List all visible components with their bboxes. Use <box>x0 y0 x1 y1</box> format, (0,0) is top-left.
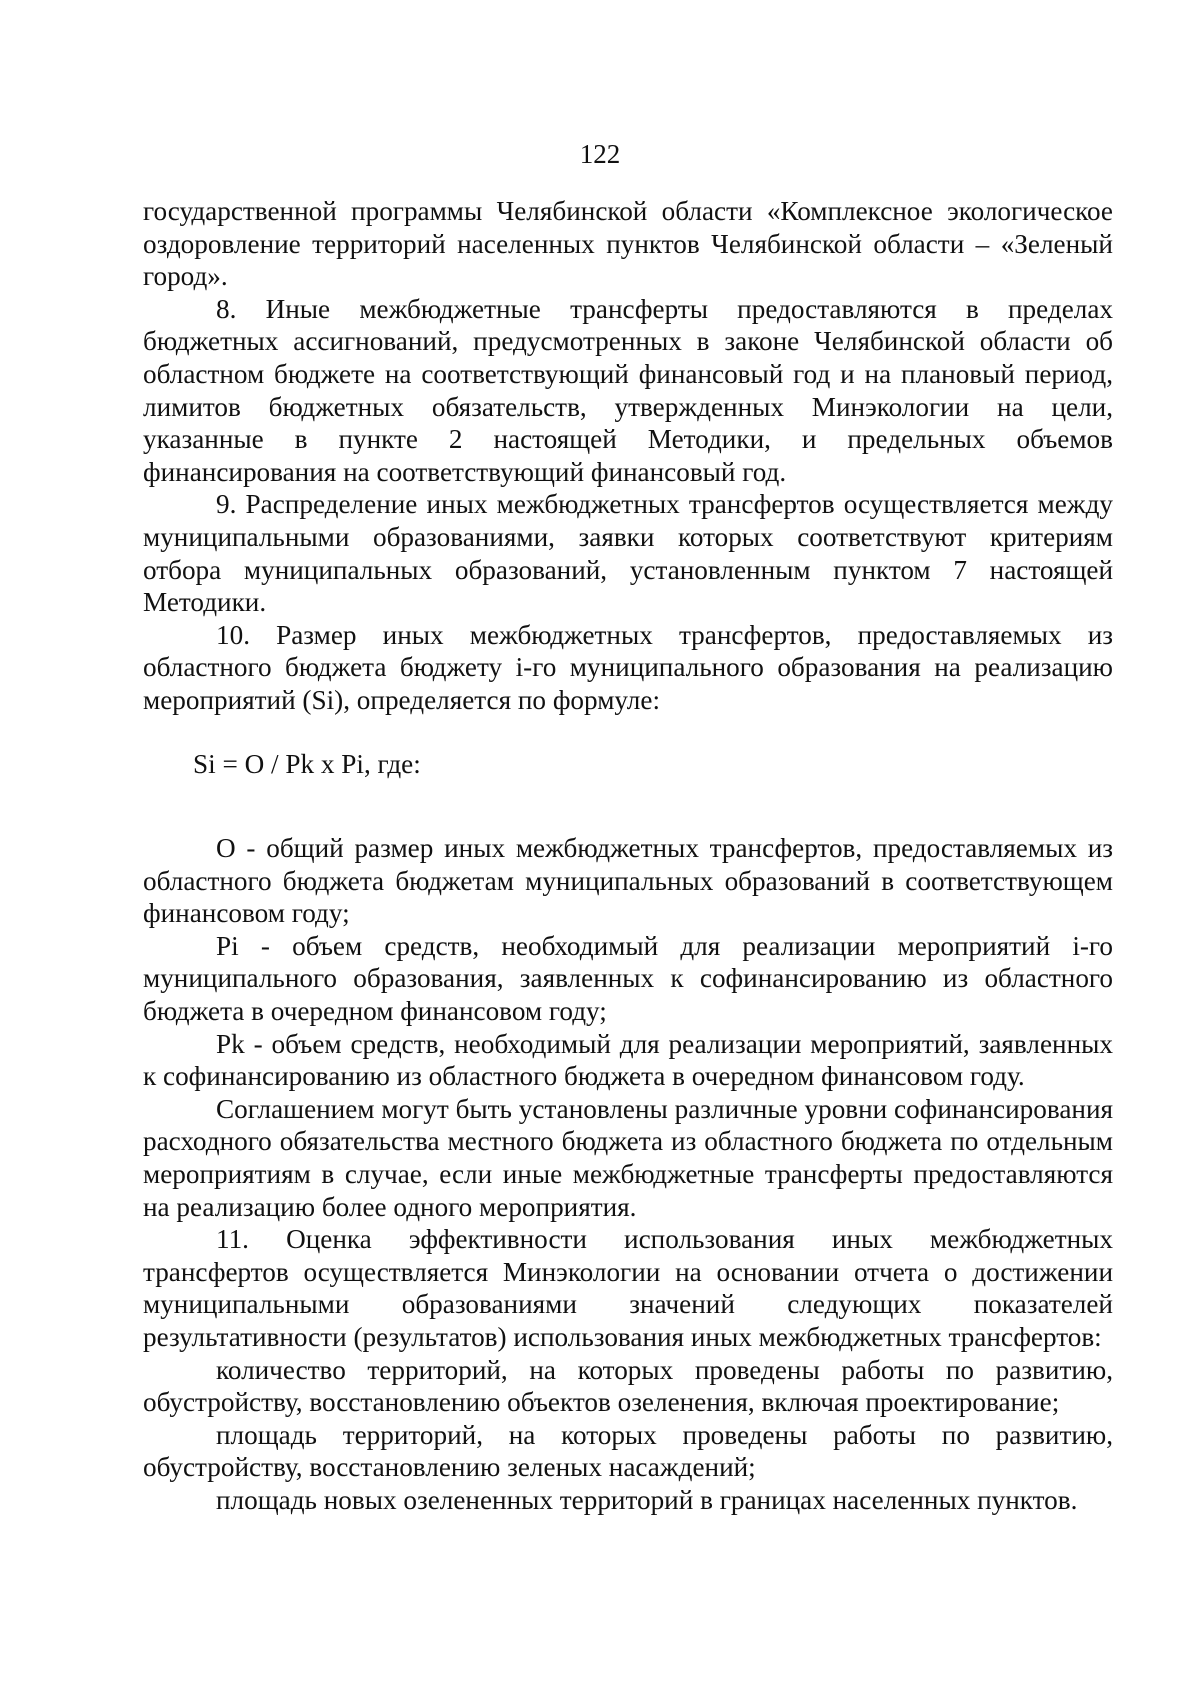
definition-pk: Pk - объем средств, необходимый для реализации мероприятий, заявленных к софинансированию из областного бюджета в очередном финансовом году. <box>143 1028 1113 1092</box>
paragraph-9: 9. Распределение иных межбюджетных трансфертов осуществляется между муниципальными образованиями, заявки которых соответствуют критериям отбора муниципальных образований, установленным пунктом 7 настоящей Методики. <box>143 489 1113 618</box>
indicator-2: площадь территорий, на которых проведены работы по развитию, обустройству, восстановлению зеленых насаждений; <box>143 1419 1113 1483</box>
paragraph-10: 10. Размер иных межбюджетных трансфертов, предоставляемых из областного бюджета бюджету i-го муниципального образования на реализацию мероприятий (Si), определяется по формуле: <box>143 619 1113 715</box>
definition-pi: Pi - объем средств, необходимый для реализации мероприятий i-го муниципального образования, заявленных к софинансированию из областного бюджета в очередном финансовом году; <box>143 930 1113 1027</box>
indicator-3: площадь новых озелененных территорий в границах населенных пунктов. <box>216 1484 1078 1515</box>
page-number: 122 <box>579 139 621 169</box>
paragraph-program-continuation: государственной программы Челябинской области «Комплексное экологическое оздоровление территорий населенных пунктов Челябинской области – «Зеленый город». <box>143 196 1113 292</box>
document-body <box>143 195 1113 1517</box>
paragraph-agreement: Соглашением могут быть установлены различные уровни софинансирования расходного обязательства местного бюджета из областного бюджета по отдельным мероприятиям в случае, если иные межбюджетные трансферты предоставляются на реализацию более одного мероприятия. <box>143 1093 1113 1222</box>
definition-o: О - общий размер иных межбюджетных трансфертов, предоставляемых из областного бюджета бюджетам муниципальных образований в соответствующем финансовом году; <box>143 833 1113 929</box>
paragraph-8: 8. Иные межбюджетные трансферты предоставляются в пределах бюджетных ассигнований, предусмотренных в законе Челябинской области об областном бюджете на соответствующий финансовый год и на плановый период, лимитов бюджетных обязательств, утвержденных Минэкологии на цели, указанные в пункте 2 настоящей Методики, и предельных объемов финансирования на соответствующий финансовый год. <box>143 293 1113 487</box>
paragraph-11: 11. Оценка эффективности использования иных межбюджетных трансфертов осуществляется Минэкологии на основании отчета о достижении муниципальными образованиями значений следующих показателей результативности (результатов) использования иных межбюджетных трансфертов: <box>143 1224 1113 1352</box>
formula: Si = О / Pk x Pi, где: <box>193 748 421 779</box>
indicator-1: количество территорий, на которых проведены работы по развитию, обустройству, восстановлению объектов озеленения, включая проектирование; <box>143 1354 1113 1418</box>
